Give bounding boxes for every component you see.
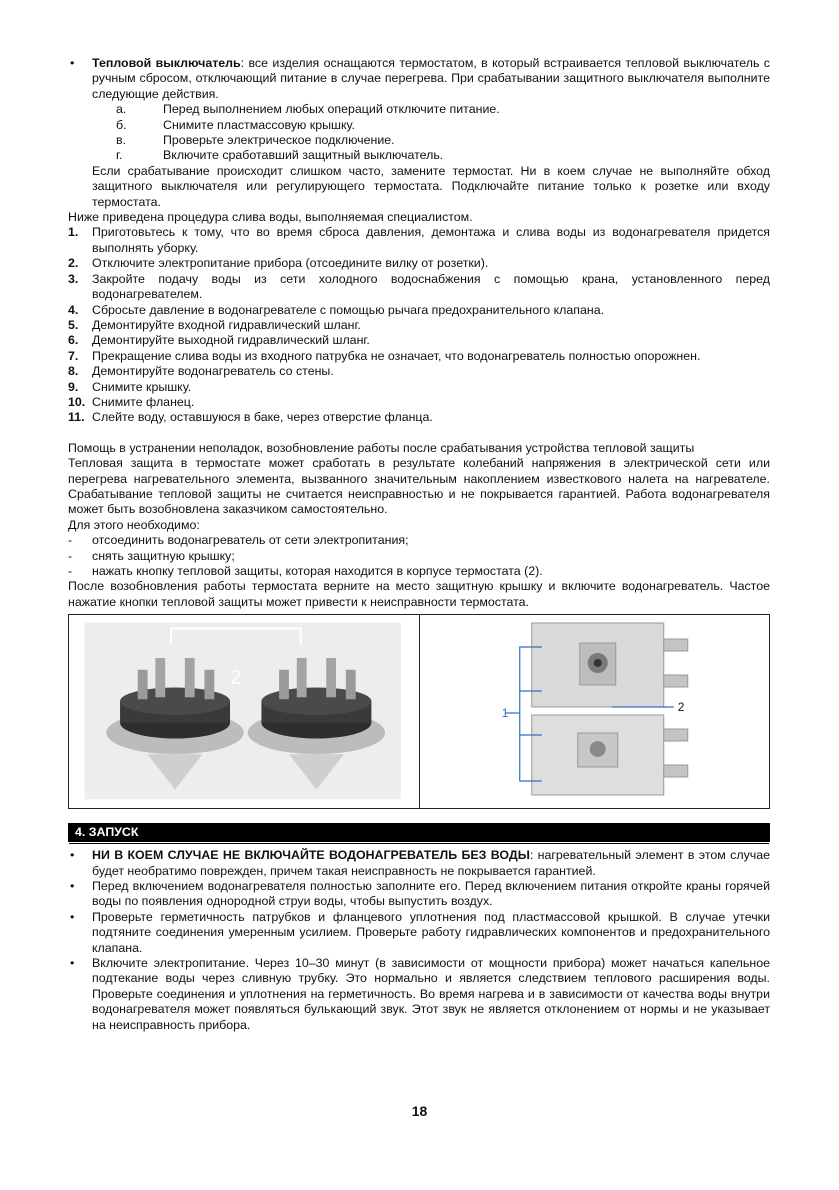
thermal-switch-bullet: • Тепловой выключатель: все изделия оснащаются термостатом, в который встраивается тепловой выключатель с ручным сбросом, отключающий питание в случае перегрева. При срабатывании защитного выключателя выполните следующие действия. — [70, 56, 771, 101]
step-d: г. Включите сработавший защитный выключатель. — [116, 148, 444, 163]
step-b: б. Снимите пластмассовую крышку. — [116, 117, 355, 132]
drain-steps-list — [68, 225, 770, 425]
list-item: - отсоединить водонагреватель от сети электропитания; — [68, 533, 409, 548]
list-item: 3. Закройте подачу воды из сети холодного водоснабжения с помощью крана, установленного перед водонагревателем. — [68, 271, 770, 302]
list-item: 5. Демонтируйте входной гидравлический шланг. — [68, 317, 361, 332]
figures-table — [68, 614, 770, 809]
startup-bullet-3: • Проверьте герметичность патрубков и фланцевого уплотнения под пластмассовой крышкой. В случае утечки подтяните соединения умеренным усилием. Проверьте работу гидравлических компонентов и предохранительного клапана. — [70, 909, 770, 955]
drain-intro: Ниже приведена процедура слива воды, выполняемая специалистом. — [68, 210, 473, 225]
step-c: в. Проверьте электрическое подключение. — [116, 133, 395, 148]
after-para: После возобновления работы термостата верните на место защитную крышку и включите водонагреватель. Частое нажатие кнопки тепловой защиты может привести к неисправности термостата. — [68, 579, 770, 609]
bullet-title: Тепловой выключатель — [92, 56, 241, 70]
section-header: 4. ЗАПУСК — [68, 823, 770, 842]
list-item: 8. Демонтируйте водонагреватель со стены. — [68, 364, 334, 379]
list-item: 10. Снимите фланец. — [68, 394, 195, 409]
list-item: 2. Отключите электропитание прибора (отсоедините вилку от розетки). — [68, 256, 489, 271]
photo-label: 2 — [230, 666, 242, 689]
startup-bullet-1: • НИ В КОЕМ СЛУЧАЕ НЕ ВКЛЮЧАЙТЕ ВОДОНАГРЕВАТЕЛЬ БЕЗ ВОДЫ: нагревательный элемент в этом случае будет необратимо поврежден, причем такая неисправность не покрывается гарантией. — [70, 848, 770, 878]
list-item: 11. Слейте воду, оставшуюся в баке, через отверстие фланца. — [68, 410, 433, 425]
list-item: - нажать кнопку тепловой защиты, которая находится в корпусе термостата (2). — [68, 564, 543, 578]
thermostat-photo-illustration — [69, 615, 419, 808]
startup-bullet-2: • Перед включением водонагревателя полностью заполните его. Перед включением питания откройте краны горячей воды по появления однородной струи воды, чтобы выпустить воздух. — [70, 879, 770, 909]
bullet-text: : все изделия оснащаются термостатом, в который встраивается тепловой выключатель с ручным сбросом, отключающий питание в случае перегрева. При срабатывании защитного выключателя выполните следующие действия. — [92, 56, 771, 101]
thermostat-diagram — [419, 615, 770, 808]
list-item: 7. Прекращение слива воды из входного патрубка не означает, что водонагреватель полностью опорожнен. — [68, 348, 701, 363]
list-item: 4. Сбросьте давление в водонагревателе с помощью рычага предохранительного клапана. — [68, 302, 605, 317]
thermostat-photo — [69, 615, 419, 808]
need-line: Для этого необходимо: — [68, 517, 200, 532]
step-a: a. Перед выполнением любых операций отключите питание. — [116, 102, 500, 117]
troubleshooting-para: Тепловая защита в термостате может сработать в результате колебаний напряжения в электрической сети или перегрева нагревательного элемента, вызванного значительным накоплением известкового налета на нагревателе. Срабатывание тепловой защиты не считается неисправностью и не покрывается гарантией. Работа водонагревателя может быть возобновлена заказчиком самостоятельно. — [68, 456, 770, 517]
diagram-label-2: 2 — [677, 700, 684, 715]
page-content — [68, 56, 770, 1033]
troubleshooting-title: Помощь в устранении неполадок, возобновление работы после срабатывания устройства тепловой защиты — [68, 440, 695, 455]
startup-bullet-4: • Включите электропитание. Через 10–30 минут (в зависимости от мощности прибора) может начаться капельное подтекание воды через сливную трубку. Это нормально и является следствием теплового расширения воды. Проверьте соединения и уплотнения на герметичность. Во время нагрева и в зависимости от качества воды внутри водонагревателя может появляться булькающий звук. Этот звук не является отклонением от нормы и не указывает на неисправность прибора. — [70, 956, 770, 1032]
page-number: 18 — [411, 1103, 428, 1119]
list-item: 9. Снимите крышку. — [68, 379, 192, 394]
list-item: - снять защитную крышку; — [68, 548, 235, 563]
list-item: 1. Приготовьтесь к тому, что во время сброса давления, демонтажа и слива воды из водонагревателя придется выполнять уборку. — [68, 225, 770, 255]
warning-text: Если срабатывание происходит слишком часто, замените термостат. Ни в коем случае не выполняйте обход защитного выключателя или регулирующего термостата. Подключайте питание только к розетке или входу термостата. — [92, 163, 770, 209]
diagram-label-1: 1 — [501, 706, 508, 721]
list-item: 6. Демонтируйте выходной гидравлический шланг. — [68, 333, 370, 348]
thermostat-diagram-illustration — [420, 615, 770, 808]
